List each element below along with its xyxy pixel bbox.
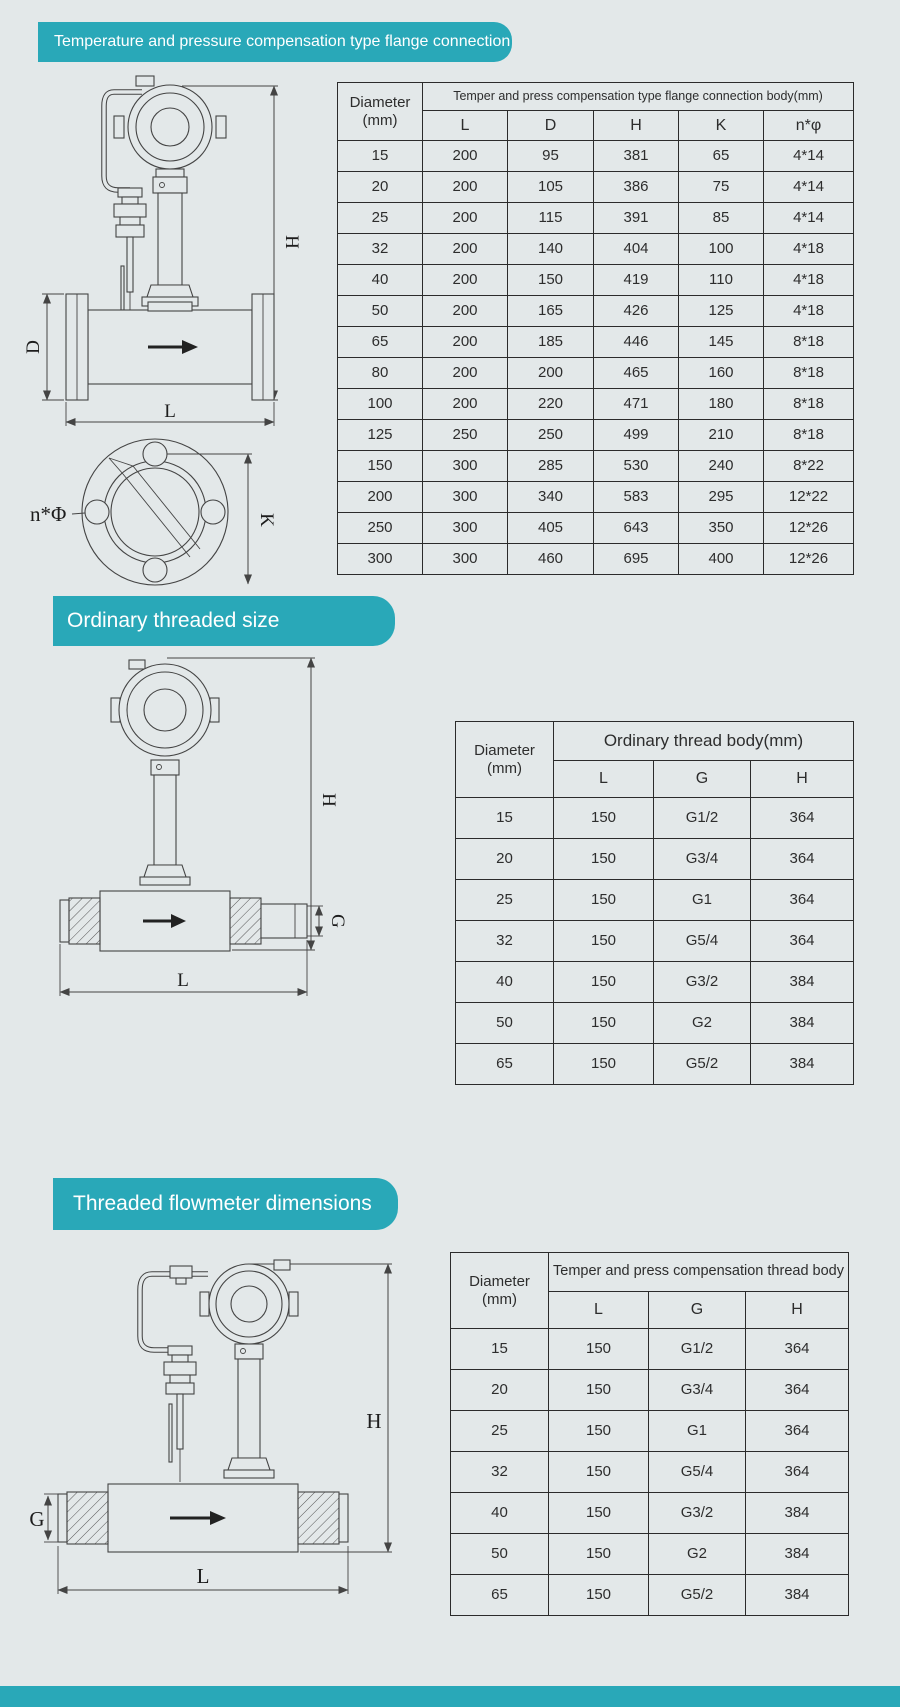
column-header-diameter: Diameter (mm) [338, 83, 423, 141]
table-cell: 300 [423, 513, 508, 544]
table-cell: 8*18 [764, 420, 854, 451]
table-cell: 12*22 [764, 482, 854, 513]
flange-dimensions-table [337, 82, 854, 575]
table-row [338, 482, 854, 513]
table-row [451, 1370, 849, 1411]
table-cell: 364 [746, 1329, 849, 1370]
table-cell: 460 [508, 544, 594, 575]
table-row [338, 203, 854, 234]
table-cell: 180 [679, 389, 764, 420]
table-cell: 384 [746, 1534, 849, 1575]
table-cell: 200 [423, 172, 508, 203]
section-banner-threaded-flowmeter [53, 1178, 398, 1230]
dim-label-height: H [366, 1409, 382, 1433]
table-row [456, 1003, 854, 1044]
table-row [338, 327, 854, 358]
table-cell: 20 [456, 839, 554, 880]
table-cell: 250 [338, 513, 423, 544]
table-cell: G3/4 [649, 1370, 746, 1411]
table-cell: 295 [679, 482, 764, 513]
table-cell: 32 [338, 234, 423, 265]
table-row [338, 544, 854, 575]
table-cell: G1 [649, 1411, 746, 1452]
flange-face-view [82, 439, 228, 585]
table-cell: 350 [679, 513, 764, 544]
table-cell: 20 [338, 172, 423, 203]
transmitter-head [119, 664, 211, 756]
table-cell: 12*26 [764, 544, 854, 575]
table-row [338, 172, 854, 203]
column-header-n-phi: n*φ [764, 111, 854, 141]
table-cell: 391 [594, 203, 679, 234]
table-cell: 386 [594, 172, 679, 203]
table-cell: 404 [594, 234, 679, 265]
table-cell: G1/2 [649, 1329, 746, 1370]
table-row [456, 798, 854, 839]
section-banner-ordinary-threaded [53, 596, 395, 646]
table-cell: 150 [549, 1493, 649, 1534]
table-cell: 95 [508, 141, 594, 172]
table-row [456, 921, 854, 962]
table-cell: 384 [751, 1044, 854, 1085]
table-cell: 160 [679, 358, 764, 389]
column-header-G: G [654, 761, 751, 798]
table-cell: 4*18 [764, 234, 854, 265]
table-cell: 340 [508, 482, 594, 513]
table-cell: 200 [423, 141, 508, 172]
table-row [456, 880, 854, 921]
table-row [451, 1493, 849, 1534]
table-cell: 419 [594, 265, 679, 296]
table-group-header: Ordinary thread body(mm) [554, 722, 854, 761]
table-cell: 8*18 [764, 327, 854, 358]
table-cell: 150 [554, 880, 654, 921]
table-cell: 185 [508, 327, 594, 358]
table-cell: 150 [508, 265, 594, 296]
table-cell: 65 [338, 327, 423, 358]
banner-title: Threaded flowmeter dimensions [73, 1192, 372, 1215]
table-cell: 4*14 [764, 172, 854, 203]
table-row [456, 1044, 854, 1085]
table-cell: G1/2 [654, 798, 751, 839]
transmitter-head [128, 85, 212, 169]
table-cell: 80 [338, 358, 423, 389]
table-cell: G5/4 [654, 921, 751, 962]
table-cell: 405 [508, 513, 594, 544]
table-cell: 40 [456, 962, 554, 1003]
table-cell: G2 [654, 1003, 751, 1044]
table-row [451, 1534, 849, 1575]
table-cell: 200 [423, 327, 508, 358]
table-cell: 25 [338, 203, 423, 234]
table-cell: 364 [751, 839, 854, 880]
table-cell: 150 [549, 1534, 649, 1575]
table-cell: 300 [423, 544, 508, 575]
table-cell: 150 [549, 1370, 649, 1411]
table-cell: 40 [338, 265, 423, 296]
table-cell: 150 [549, 1452, 649, 1493]
table-cell: 426 [594, 296, 679, 327]
table-cell: G2 [649, 1534, 746, 1575]
column-header-diameter: Diameter (mm) [456, 722, 554, 798]
table-cell: 4*18 [764, 265, 854, 296]
dim-label-bolt-holes: n*Φ [30, 502, 67, 526]
table-cell: 250 [508, 420, 594, 451]
table-cell: 145 [679, 327, 764, 358]
table-cell: 150 [554, 1003, 654, 1044]
table-cell: 115 [508, 203, 594, 234]
dim-label-thread: G [29, 1507, 45, 1531]
table-cell: 25 [456, 880, 554, 921]
table-cell: 695 [594, 544, 679, 575]
column-header-G: G [649, 1292, 746, 1329]
table-cell: 65 [456, 1044, 554, 1085]
table-row [338, 141, 854, 172]
table-cell: 140 [508, 234, 594, 265]
table-cell: 200 [423, 234, 508, 265]
table-cell: 100 [338, 389, 423, 420]
table-cell: 85 [679, 203, 764, 234]
table-cell: 105 [508, 172, 594, 203]
table-cell: 20 [451, 1370, 549, 1411]
banner-title: Ordinary threaded size [67, 609, 280, 632]
table-cell: 4*14 [764, 141, 854, 172]
table-row [451, 1329, 849, 1370]
table-cell: 200 [423, 265, 508, 296]
stem [224, 1344, 274, 1478]
table-cell: 50 [451, 1534, 549, 1575]
column-header-H: H [751, 761, 854, 798]
table-row [456, 962, 854, 1003]
table-cell: 4*14 [764, 203, 854, 234]
banner-title: Temperature and pressure compensation type flange connection [54, 33, 511, 50]
table-cell: 150 [549, 1411, 649, 1452]
table-cell: 150 [549, 1575, 649, 1616]
table-cell: 364 [746, 1452, 849, 1493]
threaded-flowmeter-drawing [55, 648, 355, 1008]
table-cell: 200 [423, 296, 508, 327]
dim-label-bolt-circle: K [256, 513, 277, 527]
bottom-accent-bar [0, 1686, 900, 1707]
table-cell: 150 [554, 1044, 654, 1085]
table-cell: G1 [654, 880, 751, 921]
column-header-H: H [746, 1292, 849, 1329]
table-row [338, 234, 854, 265]
table-cell: 364 [751, 880, 854, 921]
table-cell: 8*18 [764, 358, 854, 389]
table-cell: 200 [338, 482, 423, 513]
stem [140, 760, 190, 885]
table-row [338, 513, 854, 544]
table-row [338, 296, 854, 327]
table-cell: 8*18 [764, 389, 854, 420]
section-banner-flange-connection [38, 22, 512, 62]
table-cell: 300 [423, 451, 508, 482]
table-cell: 300 [338, 544, 423, 575]
table-cell: 364 [746, 1370, 849, 1411]
table-cell: 150 [549, 1329, 649, 1370]
table-cell: 25 [451, 1411, 549, 1452]
table-row [338, 265, 854, 296]
table-cell: G5/4 [649, 1452, 746, 1493]
table-cell: 8*22 [764, 451, 854, 482]
table-cell: 240 [679, 451, 764, 482]
compensation-thread-dimensions-table [450, 1252, 849, 1616]
table-cell: 150 [554, 921, 654, 962]
table-cell: 200 [508, 358, 594, 389]
table-cell: 210 [679, 420, 764, 451]
table-cell: 364 [746, 1411, 849, 1452]
table-cell: 285 [508, 451, 594, 482]
table-cell: 15 [338, 141, 423, 172]
flange-flowmeter-drawing [23, 70, 302, 590]
table-cell: 200 [423, 203, 508, 234]
table-cell: 32 [451, 1452, 549, 1493]
dim-label-height: H [281, 235, 302, 249]
dim-label-length: L [164, 401, 176, 422]
table-cell: 15 [451, 1329, 549, 1370]
column-header-D: D [508, 111, 594, 141]
table-cell: 150 [554, 962, 654, 1003]
table-cell: 100 [679, 234, 764, 265]
table-cell: 65 [679, 141, 764, 172]
table-cell: 4*18 [764, 296, 854, 327]
table-row [456, 839, 854, 880]
compensation-threaded-flowmeter-drawing [30, 1252, 400, 1612]
table-cell: 400 [679, 544, 764, 575]
table-cell: 165 [508, 296, 594, 327]
stem [142, 169, 198, 306]
table-cell: 50 [456, 1003, 554, 1044]
table-cell: 125 [338, 420, 423, 451]
dim-label-length: L [196, 1564, 210, 1588]
table-cell: 384 [746, 1493, 849, 1534]
table-row [451, 1575, 849, 1616]
table-group-header: Temper and press compensation thread body [549, 1253, 849, 1292]
table-cell: 40 [451, 1493, 549, 1534]
table-cell: 384 [746, 1575, 849, 1616]
dim-label-length: L [177, 970, 189, 991]
temperature-sensor [164, 1346, 196, 1482]
column-header-L: L [554, 761, 654, 798]
table-row [338, 389, 854, 420]
table-cell: 300 [423, 482, 508, 513]
table-cell: G3/4 [654, 839, 751, 880]
table-cell: G3/2 [649, 1493, 746, 1534]
table-cell: 583 [594, 482, 679, 513]
table-cell: G5/2 [654, 1044, 751, 1085]
table-cell: 65 [451, 1575, 549, 1616]
table-row [451, 1452, 849, 1493]
table-cell: 150 [554, 798, 654, 839]
table-cell: 50 [338, 296, 423, 327]
table-cell: 364 [751, 798, 854, 839]
table-cell: 250 [423, 420, 508, 451]
ordinary-thread-dimensions-table [455, 721, 854, 1085]
table-cell: 381 [594, 141, 679, 172]
table-cell: 125 [679, 296, 764, 327]
table-cell: G5/2 [649, 1575, 746, 1616]
table-cell: 32 [456, 921, 554, 962]
table-cell: 150 [554, 839, 654, 880]
table-row [451, 1411, 849, 1452]
temperature-sensor [114, 188, 146, 318]
table-cell: 12*26 [764, 513, 854, 544]
table-cell: 15 [456, 798, 554, 839]
column-header-H: H [594, 111, 679, 141]
table-row [338, 420, 854, 451]
table-cell: 643 [594, 513, 679, 544]
table-cell: 446 [594, 327, 679, 358]
dim-label-thread: G [327, 914, 348, 928]
table-cell: 384 [751, 962, 854, 1003]
table-row [338, 358, 854, 389]
dim-label-diameter: D [23, 340, 44, 354]
table-cell: 471 [594, 389, 679, 420]
table-cell: 364 [751, 921, 854, 962]
table-cell: 220 [508, 389, 594, 420]
table-cell: 499 [594, 420, 679, 451]
table-cell: 465 [594, 358, 679, 389]
dim-label-height: H [318, 793, 339, 807]
table-cell: 150 [338, 451, 423, 482]
table-cell: 530 [594, 451, 679, 482]
column-header-L: L [549, 1292, 649, 1329]
table-cell: 110 [679, 265, 764, 296]
column-header-diameter: Diameter (mm) [451, 1253, 549, 1329]
table-cell: 200 [423, 358, 508, 389]
table-group-header: Temper and press compensation type flange connection body(mm) [423, 83, 854, 111]
table-cell: 200 [423, 389, 508, 420]
table-cell: 384 [751, 1003, 854, 1044]
table-cell: 75 [679, 172, 764, 203]
table-row [338, 451, 854, 482]
transmitter-head [209, 1264, 289, 1344]
table-cell: G3/2 [654, 962, 751, 1003]
column-header-K: K [679, 111, 764, 141]
column-header-L: L [423, 111, 508, 141]
